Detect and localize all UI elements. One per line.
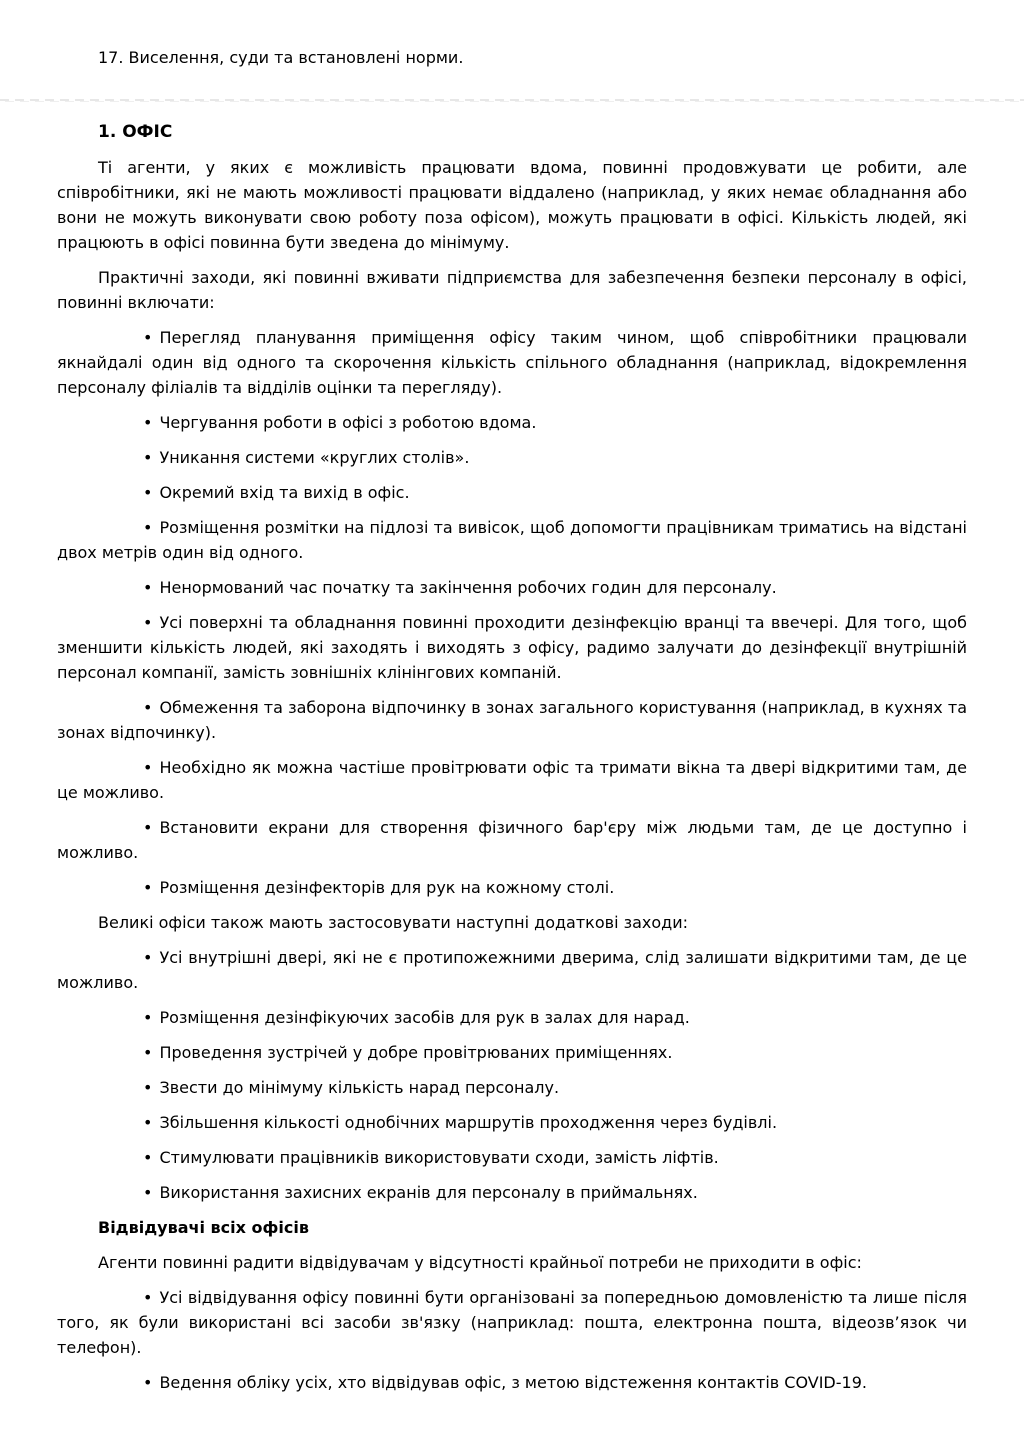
paragraph: Ті агенти, у яких є можливість працювати вдома, повинні продовжувати це робити, але співробітники, які не мають можливості працювати віддалено (наприклад, у яких немає обладнання або вони не можуть виконувати свою роботу поза офісом), можуть працювати в офісі. Кількість людей, які працюють в офісі повинна бути зведена до мінімуму. [57,158,967,252]
bullet-text: Чергування роботи в офісі з роботою вдома. [159,413,537,432]
bullet-marker-icon: • [143,448,153,467]
bullet-item [57,610,967,685]
bullet-text: Ведення обліку усіх, хто відвідував офіс, з метою відстеження контактів COVID-19. [159,1373,867,1392]
bullet-text: Стимулювати працівників використовувати сходи, замість ліфтів. [159,1148,719,1167]
bullet-text: Збільшення кількості однобічних маршрутів проходження через будівлі. [159,1113,778,1132]
bullet-marker-icon: • [143,328,153,347]
bullet-text: Окремий вхід та вихід в офіс. [159,483,410,502]
bullet-text: Перегляд планування приміщення офісу таким чином, щоб співробітники працювали якнайдалі один від одного та скорочення кількість спільного обладнання (наприклад, відокремлення персоналу філіалів та відділів оцінки та перегляду). [57,328,967,397]
bullet-text: Звести до мінімуму кількість нарад персоналу. [159,1078,560,1097]
subsection-heading: Відвідувачі всіх офісів [98,1218,309,1237]
bullet-text: Розміщення розмітки на підлозі та вивісок, щоб допомогти працівникам триматись на відстані двох метрів один від одного. [57,518,967,562]
bullet-item [57,515,967,565]
bullet-item [57,695,967,745]
bullet-item [57,445,967,470]
bullet-text: Розміщення дезінфікуючих засобів для рук в залах для нарад. [159,1008,690,1027]
bullet-text: Усі відвідування офісу повинні бути організовані за попередньою домовленістю та лише після того, як були використані всі засоби зв'язку (наприклад: пошта, електронна пошта, відеозв’язок чи телефон). [57,1288,967,1357]
bullet-item [57,815,967,865]
bullet-marker-icon: • [143,948,153,967]
document-line: 17. Виселення, суди та встановлені норми. [98,48,464,67]
bullet-marker-icon: • [143,483,153,502]
bullet-marker-icon: • [143,613,153,632]
bullet-text: Проведення зустрічей у добре провітрюваних приміщеннях. [159,1043,673,1062]
bullet-text: Необхідно як можна частіше провітрювати офіс та тримати вікна та двері відкритими там, де це можливо. [57,758,967,802]
bullet-marker-icon: • [143,878,153,897]
bullet-marker-icon: • [143,518,153,537]
paragraph: Практичні заходи, які повинні вживати підприємства для забезпечення безпеки персоналу в офісі, повинні включати: [57,268,967,312]
bullet-marker-icon: • [143,1288,153,1307]
paragraph: Агенти повинні радити відвідувачам у відсутності крайньої потреби не приходити в офіс: [98,1253,862,1272]
bullet-marker-icon: • [143,1043,153,1062]
bullet-item [57,755,967,805]
bullet-item [57,325,967,400]
bullet-marker-icon: • [143,1008,153,1027]
bullet-item [57,1285,967,1360]
bullet-item [57,1005,967,1030]
bullet-text: Усі поверхні та обладнання повинні проходити дезінфекцію вранці та ввечері. Для того, щоб зменшити кількість людей, які заходять і виходять з офісу, радимо залучати до дезінфекції внутрішній персонал компанії, замість зовнішніх клінінгових компаній. [57,613,967,682]
bullet-text: Ненормований час початку та закінчення робочих годин для персоналу. [159,578,777,597]
bullet-text: Розміщення дезінфекторів для рук на кожному столі. [159,878,615,897]
bullet-item [57,875,967,900]
bullet-text: Усі внутрішні двері, які не є протипожежними дверима, слід залишати відкритими там, де це можливо. [57,948,967,992]
bullet-marker-icon: • [143,1113,153,1132]
bullet-item [57,1040,967,1065]
paragraph: Великі офіси також мають застосовувати наступні додаткові заходи: [98,913,689,932]
bullet-marker-icon: • [143,1373,153,1392]
bullet-text: Обмеження та заборона відпочинку в зонах загального користування (наприклад, в кухнях та зонах відпочинку). [57,698,967,742]
bullet-item [57,1110,967,1135]
bullet-item [57,1145,967,1170]
bullet-item [57,1370,967,1395]
bullet-item [57,1075,967,1100]
page-break-line [0,99,1024,103]
bullet-marker-icon: • [143,578,153,597]
bullet-marker-icon: • [143,758,153,777]
bullet-text: Уникання системи «круглих столів». [159,448,470,467]
bullet-item [57,575,967,600]
bullet-marker-icon: • [143,818,153,837]
bullet-text: Використання захисних екранів для персоналу в приймальнях. [159,1183,698,1202]
bullet-item [57,945,967,995]
section-heading: 1. ОФІС [98,122,173,142]
bullet-marker-icon: • [143,698,153,717]
bullet-marker-icon: • [143,413,153,432]
bullet-item [57,480,967,505]
bullet-marker-icon: • [143,1078,153,1097]
bullet-marker-icon: • [143,1183,153,1202]
bullet-text: Встановити екрани для створення фізичного бар'єру між людьми там, де це доступно і можливо. [57,818,967,862]
bullet-marker-icon: • [143,1148,153,1167]
bullet-item [57,1180,967,1205]
bullet-item [57,410,967,435]
